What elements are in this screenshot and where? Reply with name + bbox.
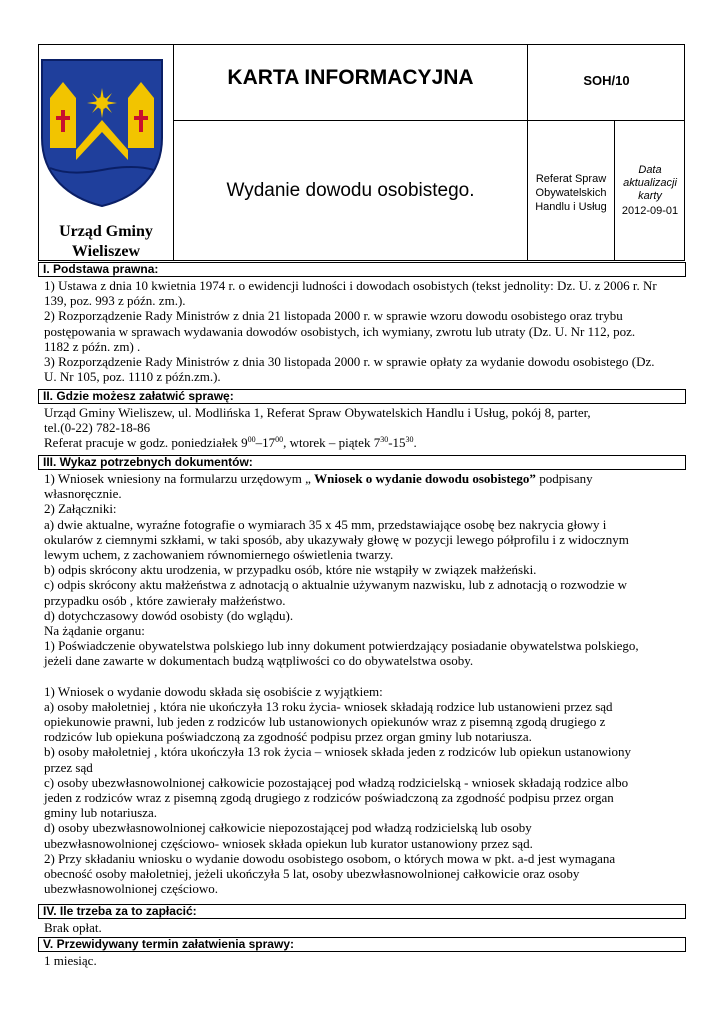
documents-line: a) dwie aktualne, wyraźne fotografie o wymiarach 35 x 45 mm, przedstawiające osobę bez nakrycia głowy i xyxy=(44,516,607,532)
section-deadline-body: 1 miesiąc. xyxy=(44,953,97,968)
section-location-body: Urząd Gminy Wieliszew, ul. Modlińska 1, Referat Spraw Obywatelskich Handlu i Usług, pokój 8, parter, tel.(0-22) 782-18-86 Referat pracuje w godz. poniedziałek $9^{00}-17^{00}$, wtorek – piątek $7^{30}-15^{30}$. xyxy=(44,405,684,451)
update-label: Data aktualizacji karty xyxy=(623,164,677,202)
documents-line: c) osoby ubezwłasnowolnionej całkowicie pozostającej pod władzą rodzicielską - wniosek składają rodzice albo xyxy=(44,774,629,790)
documents-line: okularów z ciemnymi szkłami, w taki sposób, aby ukazywały głowę w pozycji lewego półprofilu i z widocznym xyxy=(44,531,629,547)
department-name: Referat Spraw Obywatelskich Handlu i Usług xyxy=(535,173,607,213)
documents-line: lewym uchem, z zachowaniem równomiernego oświetlenia twarzy. xyxy=(44,546,394,562)
documents-line: Na żądanie organu: xyxy=(44,622,145,638)
documents-line: d) osoby ubezwłasnowolnionej całkowicie niepozostającej pod władzą rodzicielską lub osoby xyxy=(44,820,532,836)
section-legal-basis-body: 1) Ustawa z dnia 10 kwietnia 1974 r. o ewidencji ludności i dowodach osobistych (tekst jednolity: Dz. U. z 2006 r. Nr 139, poz. 993 z późn. zm.). 2) Rozporządzenie Rady Ministrów z dnia 21 listopada 2000 r. w sprawie wzoru dowodu osobistego oraz trybu postępowania w sprawach wydawania dowodów osobistych, ich wymiany, zwrotu lub utraty (Dz. U. Nr 112, poz. 1182 z późn. zm) . 3) Rozporządzenie Rady Ministrów z dnia 30 listopada 2000 r. w sprawie opłaty za wydanie dowodu osobistego (Dz. U. Nr 105, poz. 1110 z późn.zm.). xyxy=(44,278,657,385)
section-documents-header: III. Wykaz potrzebnych dokumentów: xyxy=(38,455,686,470)
documents-line: opiekunowie prawni, lub jeden z rodziców lub ustanowionych opiekunów wraz z pisemną zgodą drugiego z xyxy=(44,714,606,729)
documents-line: jeden z rodziców wraz z pisemną zgodą drugiego z rodziców poświadczoną za zgodność podpisu przez organ xyxy=(44,789,614,805)
documents-line xyxy=(44,668,684,683)
update-date: 2012-09-01 xyxy=(621,205,679,217)
documents-line: przypadku osób , które zawierały małżeństwo. xyxy=(44,592,286,608)
section-location-header: II. Gdzie możesz załatwić sprawę: xyxy=(38,389,686,404)
office-name: Urząd Gminy Wieliszew xyxy=(59,223,153,260)
section-fees-body: Brak opłat. xyxy=(44,920,102,935)
office-hours: Referat pracuje w godz. poniedziałek $9^{00}-17^{00}$, wtorek – piątek $7^{30}-15^{30}$. xyxy=(44,435,417,451)
documents-line: ubezwłasnowolnionej częściowo- wniosek składa opiekun lub kurator ustanowiony przez sąd. xyxy=(44,835,533,851)
section-deadline-header: V. Przewidywany termin załatwienia sprawy: xyxy=(38,937,686,952)
documents-line: ubezwłasnowolnionej częściowo. xyxy=(44,881,219,897)
documents-line: b) osoby małoletniej , która ukończyła 13 rok życia – wniosek składa jeden z rodziców lub opiekun ustanowiony xyxy=(44,744,632,760)
documents-line: gminy lub notariusza. xyxy=(44,805,158,821)
coat-of-arms-logo xyxy=(40,58,164,208)
documents-line: c) odpis skrócony aktu małżeństwa z adnotacją o aktualnie używanym nazwisku, lub z adnotacją o rozwodzie w xyxy=(44,577,627,593)
documents-line: a) osoby małoletniej , która nie ukończyła 13 roku życia- wniosek składają rodzice lub ustanowieni przez sąd xyxy=(44,698,613,714)
documents-line: 1) Wniosek o wydanie dowodu składa się osobiście z wyjątkiem: xyxy=(44,683,383,699)
documents-line: 2) Przy składaniu wniosku o wydanie dowodu osobistego osobom, o których mowa w pkt. a-d jest wymagana xyxy=(44,850,616,866)
documents-line: własnoręcznie. xyxy=(44,486,122,502)
documents-line: b) odpis skrócony aktu urodzenia, w przypadku osób, które nie wstąpiły w związek małżeński. xyxy=(44,562,537,578)
documents-line: 2) Załączniki: xyxy=(44,501,117,517)
header-row-divider xyxy=(173,120,685,121)
page-title: KARTA INFORMACYJNA xyxy=(227,66,474,89)
section-documents-body xyxy=(44,471,684,896)
documents-line: d) dotychczasowy dowód osobisty (do wglądu). xyxy=(44,607,294,623)
documents-line: jeżeli dane zawarte w dokumentach budzą wątpliwości co do obywatelstwa osoby. xyxy=(44,653,474,669)
documents-line: 1) Poświadczenie obywatelstwa polskiego lub inny dokument potwierdzający posiadanie obywatelstwa polskiego, xyxy=(44,638,639,654)
section-fees-header: IV. Ile trzeba za to zapłacić: xyxy=(38,904,686,919)
document-code: SOH/10 xyxy=(583,73,630,88)
documents-line: przez sąd xyxy=(44,759,93,775)
document-subtitle: Wydanie dowodu osobistego. xyxy=(226,180,475,201)
application-form-line: 1) Wniosek wniesiony na formularzu urzędowym „ Wniosek o wydanie dowodu osobistego” podpisany xyxy=(44,471,593,486)
section-legal-basis-header: I. Podstawa prawna: xyxy=(38,262,686,277)
documents-line: rodziców lub opiekuna poświadczoną za zgodność podpisu przez organ gminy lub notariusza. xyxy=(44,729,532,745)
documents-line: obecność osoby małoletniej, jeżeli ukończyła 5 lat, osoby ubezwłasnowolnionej całkowicie oraz osoby xyxy=(44,865,580,881)
